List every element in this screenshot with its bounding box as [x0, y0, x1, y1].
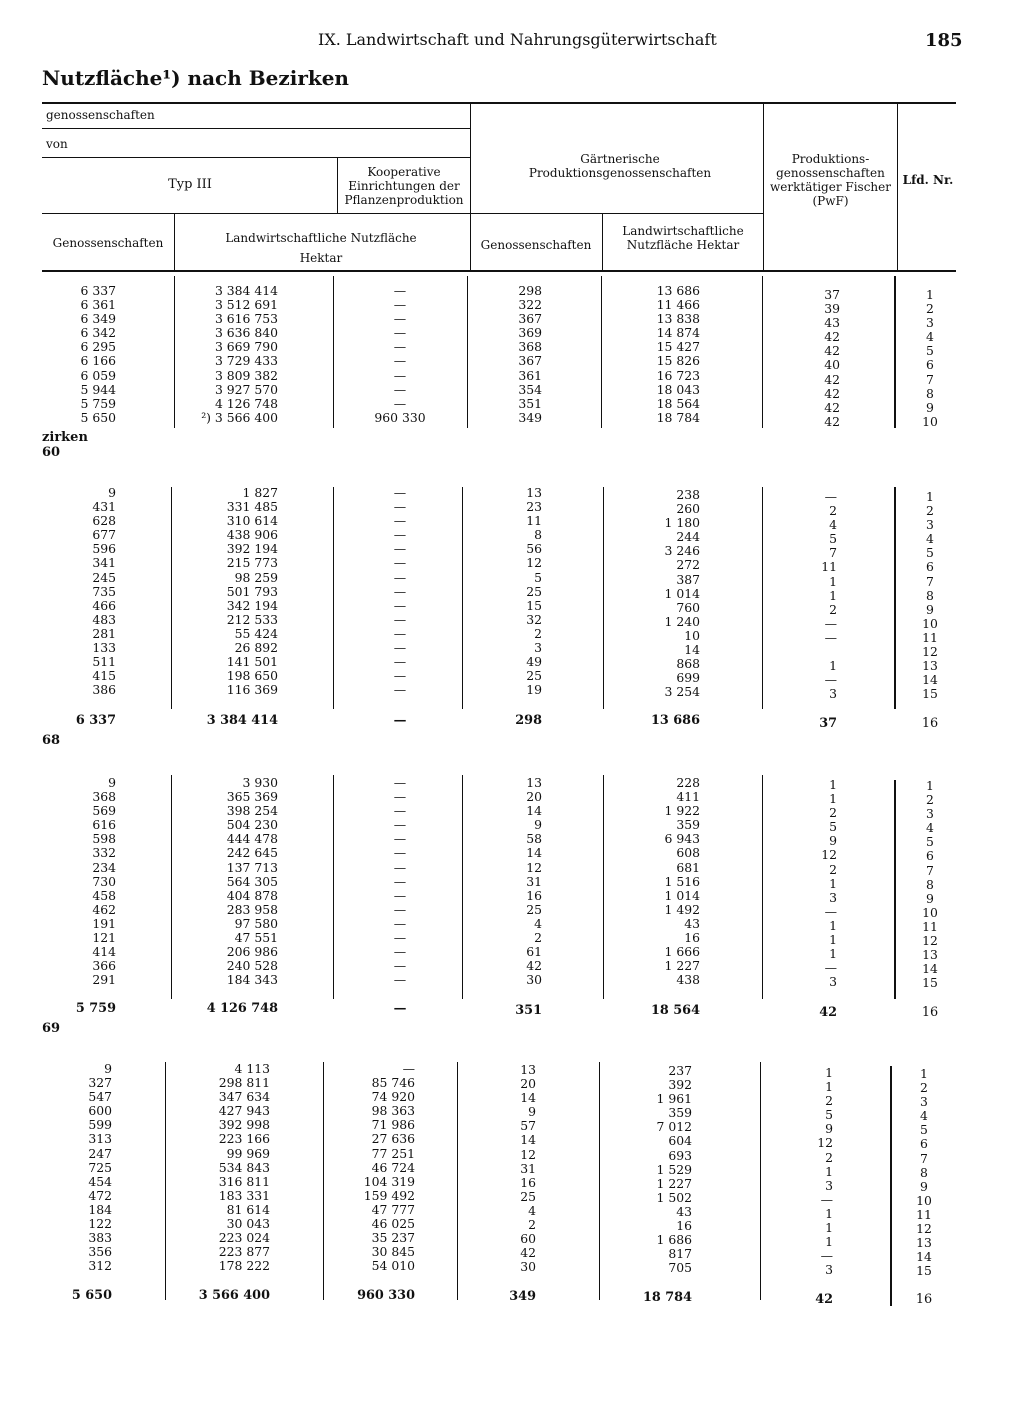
block1-kooperative: — — — — — — — — — 960 330	[374, 283, 426, 425]
header-bottom-rule	[42, 270, 956, 272]
block4-total-pwf: 42	[815, 1292, 833, 1307]
header-rule-3	[42, 213, 763, 214]
block1-nutzflaeche: 3 384 414 3 512 691 3 616 753 3 636 840 3 669 790 3 729 433 3 809 382 3 927 570 4 126 748 ²) 3 566 400	[201, 283, 278, 425]
block4-total-gpg-genossenschaften: 349	[509, 1289, 536, 1304]
label-69: 69	[42, 1021, 61, 1036]
header-gaertnerische: Gärtnerische Produktionsgenossenschaften	[528, 152, 712, 180]
block1-pwf: 37 39 43 42 42 40 42 42 42 42	[824, 287, 840, 429]
header-typ3: Typ III	[168, 177, 212, 192]
header-kooperative: Kooperative Einrichtungen der Pflanzenproduktion	[344, 165, 464, 207]
block3-total-gpg-nutzflaeche: 18 564	[651, 1003, 700, 1018]
block2-pwf: — 2 4 5 7 11 1 1 2 — — 1 — 3	[821, 489, 837, 702]
block3-genossenschaften: 9 368 569 616 598 332 234 730 458 462 191 121 414 366 291	[92, 775, 116, 988]
block1-sep-2	[333, 276, 334, 428]
block3-total-pwf: 42	[819, 1005, 837, 1020]
block2-nutzflaeche: 1 827 331 485 310 614 438 906 392 194 215 773 98 259 501 793 342 194 212 533 55 424 26 892 141 501 198 650 116 369	[226, 485, 278, 698]
header-genossenschaften-fragment: genossenschaften	[46, 108, 155, 122]
block3-gpg-nutzflaeche: 228 411 1 922 359 6 943 608 681 1 516 1 014 1 492 43 16 1 666 1 227 438	[664, 775, 700, 988]
block2-total-gpg-nutzflaeche: 13 686	[651, 713, 700, 728]
header-von: von	[46, 137, 68, 151]
header-top-rule	[42, 102, 956, 104]
header-hektar: Hektar	[299, 251, 343, 265]
block2-total-lfd: 16	[921, 716, 939, 731]
block4-gpg-nutzflaeche: 237 392 1 961 359 7 012 604 693 1 529 1 227 1 502 43 16 1 686 817 705	[656, 1063, 692, 1276]
block4-sep-1	[165, 1062, 166, 1300]
block2-total-kooperative: —	[393, 713, 407, 728]
block1-sep-4	[601, 276, 602, 428]
block2-total-genossenschaften: 6 337	[75, 713, 116, 728]
header-lnf: Landwirtschaftliche Nutzfläche	[225, 231, 417, 245]
block3-nutzflaeche: 3 930 365 369 398 254 504 230 444 478 242 645 137 713 564 305 404 878 283 958 97 580 47 551 206 986 240 528 184 343	[226, 775, 278, 988]
block3-total-lfd: 16	[921, 1005, 939, 1020]
block1-sep-6	[894, 276, 896, 428]
block2-sep-4	[603, 487, 604, 709]
running-title: IX. Landwirtschaft und Nahrungsgüterwirtschaft	[318, 30, 717, 49]
block3-sep-4	[603, 775, 604, 999]
block1-sep-5	[762, 276, 763, 428]
block2-sep-2	[333, 487, 334, 709]
block3-total-nutzflaeche: 4 126 748	[206, 1001, 278, 1016]
block2-gpg-nutzflaeche: 238 260 1 180 244 3 246 272 387 1 014 760 1 240 10 14 868 699 3 254	[664, 487, 700, 700]
page-number: 185	[925, 30, 963, 51]
block2-gpg-genossenschaften: 13 23 11 8 56 12 5 25 15 32 2 3 49 25 19	[526, 485, 542, 698]
block4-sep-2	[323, 1062, 324, 1300]
label-60: 60	[42, 445, 61, 460]
block3-sep-5	[762, 775, 763, 999]
block1-gpg-genossenschaften: 298 322 367 369 368 367 361 354 351 349	[518, 283, 542, 425]
block1-lfd: 1 2 3 4 5 6 7 8 9 10	[922, 287, 938, 429]
table-title: Nutzfläche¹) nach Bezirken	[42, 66, 349, 90]
block4-nutzflaeche: 4 113 298 811 347 634 427 943 392 998 223 166 99 969 534 843 316 811 183 331 81 614 30 043 223 024 223 877 178 222	[218, 1061, 270, 1274]
block4-genossenschaften: 9 327 547 600 599 313 247 725 454 472 184 122 383 356 312	[88, 1061, 112, 1274]
block4-total-nutzflaeche: 3 566 400	[198, 1288, 270, 1303]
block3-lfd: 1 2 3 4 5 6 7 8 9 10 11 12 13 14 15	[922, 778, 938, 991]
block4-total-lfd: 16	[915, 1292, 933, 1307]
block4-pwf: 1 1 2 5 9 12 2 1 3 — 1 1 1 — 3	[817, 1065, 833, 1278]
block3-sep-6	[894, 780, 896, 999]
block3-total-genossenschaften: 5 759	[75, 1001, 116, 1016]
header-rule-1	[42, 128, 470, 129]
block2-sep-1	[171, 487, 172, 709]
header-lfd-nr: Lfd. Nr.	[902, 173, 954, 187]
header-genossenschaften: Genossenschaften	[52, 236, 164, 250]
block3-sep-2	[333, 775, 334, 999]
block2-sep-5	[762, 487, 763, 709]
block3-sep-3	[462, 775, 463, 999]
block4-gpg-genossenschaften: 13 20 14 9 57 14 12 31 16 25 4 2 60 42 30	[520, 1062, 536, 1275]
header-pwf: Produktions- genossenschaften werktätiger Fischer (PwF)	[770, 152, 891, 208]
header-gpg-lnf: Landwirtschaftliche Nutzfläche Hektar	[622, 224, 744, 252]
block2-total-gpg-genossenschaften: 298	[515, 713, 542, 728]
block4-lfd: 1 2 3 4 5 6 7 8 9 10 11 12 13 14 15	[916, 1066, 932, 1279]
block4-total-kooperative: 960 330	[357, 1288, 415, 1303]
block4-sep-5	[760, 1062, 761, 1300]
header-divider-pwf	[763, 103, 764, 270]
block3-sep-1	[171, 775, 172, 999]
block2-kooperative: — — — — — — — — — — — — — — —	[393, 485, 407, 698]
block3-total-kooperative: —	[393, 1001, 407, 1016]
block2-total-nutzflaeche: 3 384 414	[206, 713, 278, 728]
block4-sep-4	[599, 1062, 600, 1300]
block1-genossenschaften: 6 337 6 361 6 349 6 342 6 295 6 166 6 059 5 944 5 759 5 650	[80, 283, 116, 425]
label-bezirken: zirken	[42, 430, 88, 445]
block2-sep-6	[894, 487, 896, 709]
header-divider-gpg-lnf	[602, 214, 603, 270]
block1-sep-1	[174, 276, 175, 428]
block4-sep-3	[457, 1062, 458, 1300]
block1-sep-3	[467, 276, 468, 428]
header-rule-2	[42, 157, 470, 158]
block2-sep-3	[462, 487, 463, 709]
block2-lfd: 1 2 3 4 5 6 7 8 9 10 11 12 13 14 15	[922, 489, 938, 702]
header-divider-gen	[174, 214, 175, 270]
block2-genossenschaften: 9 431 628 677 596 341 245 735 466 483 281 133 511 415 386	[92, 485, 116, 698]
block3-pwf: 1 1 2 5 9 12 2 1 3 — 1 1 1 — 3	[821, 777, 837, 990]
block3-gpg-genossenschaften: 13 20 14 9 58 14 12 31 16 25 4 2 61 42 30	[526, 775, 542, 988]
block4-kooperative: — 85 746 74 920 98 363 71 986 27 636 77 251 46 724 104 319 159 492 47 777 46 025 35 237 30 845 54 010	[363, 1061, 415, 1274]
block2-total-pwf: 37	[819, 716, 837, 731]
block1-gpg-nutzflaeche: 13 686 11 466 13 838 14 874 15 427 15 826 16 723 18 043 18 564 18 784	[656, 283, 700, 425]
header-gpg-genossenschaften: Genossenschaften	[480, 238, 592, 252]
header-divider-lfd	[897, 103, 898, 270]
block4-sep-6	[890, 1066, 892, 1306]
block4-total-gpg-nutzflaeche: 18 784	[643, 1290, 692, 1305]
label-68: 68	[42, 733, 61, 748]
block3-total-gpg-genossenschaften: 351	[515, 1003, 542, 1018]
block3-kooperative: — — — — — — — — — — — — — — —	[393, 775, 407, 988]
block4-total-genossenschaften: 5 650	[71, 1288, 112, 1303]
